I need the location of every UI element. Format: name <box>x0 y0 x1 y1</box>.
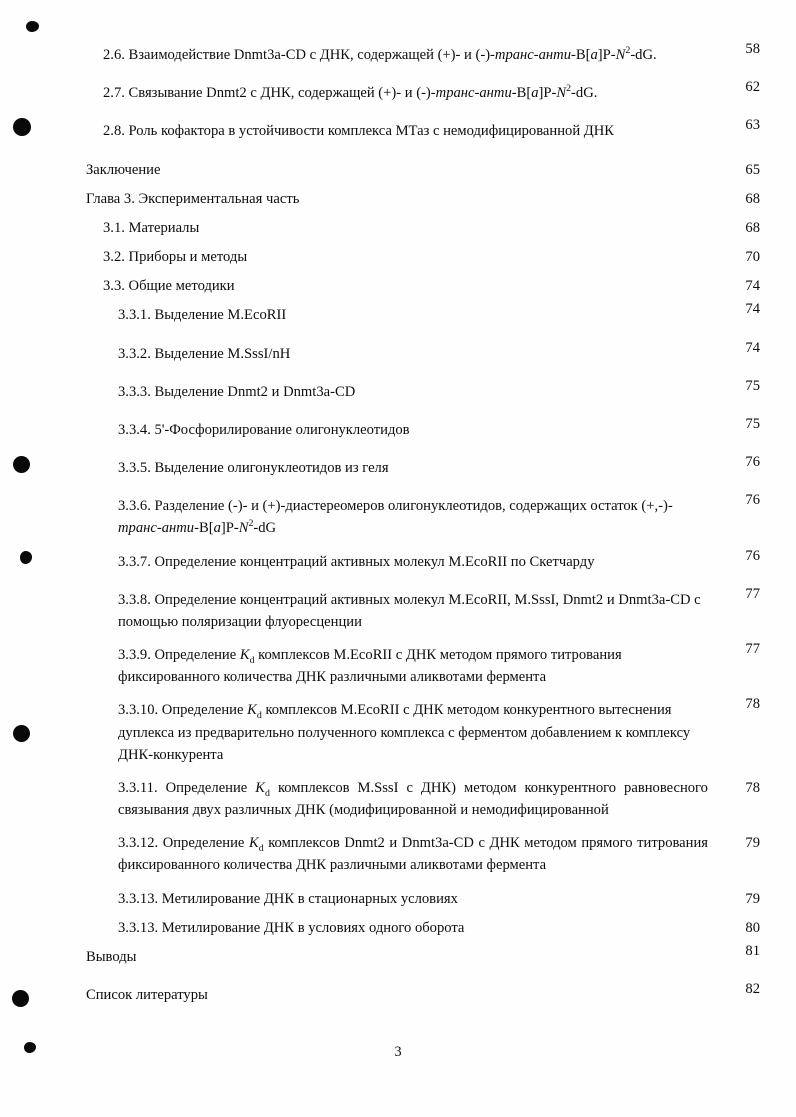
toc-entry[interactable] <box>118 547 760 573</box>
toc-entry-label: 2.6. Взаимодействие Dnmt3a-CD с ДНК, содержащей (+)- и $(-)-транс-анти-B[a]P-N^2-dG$. <box>103 45 657 63</box>
toc-entry-page-number: 81 <box>745 942 760 959</box>
page-number-folio: 3 <box>394 1044 402 1060</box>
toc-entry[interactable] <box>118 832 760 876</box>
toc-entry[interactable] <box>118 492 760 539</box>
toc-entry-label: 2.7. Связывание Dnmt2 с ДНК, содержащей (+)- и $(-)-транс-анти-B[a]P-N^2-dG$. <box>103 83 598 102</box>
toc-entry-page-number: 74 <box>745 301 760 318</box>
toc-entry[interactable] <box>103 117 760 142</box>
toc-entry-page-number: 77 <box>745 641 760 658</box>
toc-entry-label: 3.2. Приборы и методы <box>103 249 248 266</box>
toc-entry-page-number: 63 <box>745 117 760 134</box>
toc-entry-label: 3.3.13. Метилирование ДНК в условиях одного оборота <box>118 919 465 936</box>
toc-entry-label: 3.1. Материалы <box>103 219 200 236</box>
toc-entry[interactable] <box>118 641 760 688</box>
toc-entry-label: Глава 3. Экспериментальная часть <box>86 190 300 207</box>
toc-entry-label: 2.8. Роль кофактора в устойчивости комплекса МТаз с немодифицированной ДНК <box>103 123 615 140</box>
toc-entry-label: 3.3.6. Разделение (-)- и (+)-диастереомеров олигонуклеотидов, содержащих остаток $(+,-)-транс-анти-B[a]P-N^2-dG$ <box>118 498 673 537</box>
toc-entry-label: 3.3.2. Выделение M.SssI/nH <box>118 345 291 362</box>
toc-entry-page-number: 76 <box>745 492 760 509</box>
toc-entry-page-number: 68 <box>745 190 760 207</box>
toc-entry[interactable] <box>118 917 760 939</box>
toc-entry-page-number: 75 <box>745 377 760 394</box>
toc-entry-page-number: 70 <box>745 249 760 266</box>
toc-entry-page-number: 77 <box>745 585 760 602</box>
scan-speck-1 <box>26 21 39 32</box>
toc-entry[interactable] <box>103 246 760 268</box>
toc-entry[interactable] <box>103 79 760 104</box>
toc-entry-page-number: 75 <box>745 415 760 432</box>
toc-entry-label: 3.3.13. Метилирование ДНК в стационарных условиях <box>118 890 458 907</box>
toc-entry-page-number: 74 <box>745 278 760 295</box>
toc-entry-page-number: 80 <box>745 919 760 936</box>
toc-entry[interactable] <box>118 339 760 365</box>
toc-entry[interactable] <box>118 777 760 821</box>
toc-entry-label: Заключение <box>86 161 161 178</box>
toc-entry-label: Список литературы <box>86 987 208 1004</box>
toc-entry[interactable] <box>86 159 760 181</box>
toc-entry[interactable] <box>118 585 760 633</box>
toc-entry-page-number: 78 <box>745 779 760 796</box>
toc-entry-page-number: 79 <box>745 835 760 852</box>
toc-entry-page-number: 65 <box>745 161 760 178</box>
scan-speck-5 <box>13 725 30 742</box>
toc-entry-page-number: 78 <box>745 696 760 713</box>
toc-entry[interactable] <box>103 217 760 239</box>
toc-entry-label: Выводы <box>86 948 137 965</box>
toc-entry[interactable] <box>118 301 760 326</box>
toc-entry-label: 3.3.7. Определение концентраций активных молекул M.EcoRII по Скетчарду <box>118 553 595 570</box>
toc-entry[interactable] <box>86 188 760 210</box>
toc-entry[interactable] <box>118 454 760 479</box>
toc-entry[interactable] <box>86 942 760 968</box>
toc-entry[interactable] <box>86 981 760 1006</box>
toc-entry[interactable] <box>103 41 760 66</box>
toc-entry-label: 3.3.5. Выделение олигонуклеотидов из геля <box>118 460 389 477</box>
toc-entry-label: 3.3.10. Определение $K_d$ комплексов M.EcoRII с ДНК методом конкурентного вытеснения дуплекса из предварительно полученного комплекса с ферментом добавлением к комплексу ДНК-конкурента <box>118 702 691 763</box>
toc-entry[interactable] <box>118 415 760 441</box>
toc-entry-page-number: 82 <box>745 981 760 998</box>
scan-speck-2 <box>13 118 31 136</box>
scan-speck-4 <box>20 551 32 564</box>
toc-entry-label: 3.3.1. Выделение M.EcoRII <box>118 307 287 324</box>
toc-entry-label: 3.3.9. Определение $K_d$ комплексов M.EcoRII с ДНК методом прямого титрования фиксированного количества ДНК различными аликвотами фермента <box>118 647 622 686</box>
toc-entry-page-number: 76 <box>745 547 760 564</box>
toc-entry[interactable] <box>118 377 760 403</box>
toc-entry-page-number: 79 <box>745 890 760 907</box>
toc-entry[interactable] <box>118 888 760 910</box>
toc-entry-label: 3.3.4. 5'-Фосфорилирование олигонуклеотидов <box>118 421 410 438</box>
toc-entry-page-number: 58 <box>745 41 760 57</box>
toc-entry[interactable] <box>118 696 760 766</box>
scan-speck-3 <box>13 456 30 473</box>
toc-entry-label: 3.3.11. Определение $K_d$ комплексов M.SssI с ДНК) методом конкурентного равновесного связывания двух различных ДНК (модифицированной и немодифицированной <box>118 779 708 819</box>
scan-speck-6 <box>12 990 29 1007</box>
toc-entry-page-number: 76 <box>745 454 760 471</box>
table-of-contents <box>86 41 760 1022</box>
toc-entry-label: 3.3. Общие методики <box>103 278 235 295</box>
toc-entry-page-number: 74 <box>745 339 760 356</box>
toc-entry-page-number: 68 <box>745 219 760 236</box>
toc-entry-label: 3.3.12. Определение $K_d$ комплексов Dnmt2 и Dnmt3a-CD с ДНК методом прямого титрования фиксированного количества ДНК различными аликвотами фермента <box>118 835 708 874</box>
toc-entry-page-number: 62 <box>745 79 760 96</box>
toc-entry[interactable] <box>103 275 760 297</box>
toc-entry-label: 3.3.3. Выделение Dnmt2 и Dnmt3a-CD <box>118 383 356 400</box>
toc-entry-label: 3.3.8. Определение концентраций активных молекул M.EcoRII, M.SssI, Dnmt2 и Dnmt3a-CD с помощью поляризации флуоресценции <box>118 591 701 630</box>
